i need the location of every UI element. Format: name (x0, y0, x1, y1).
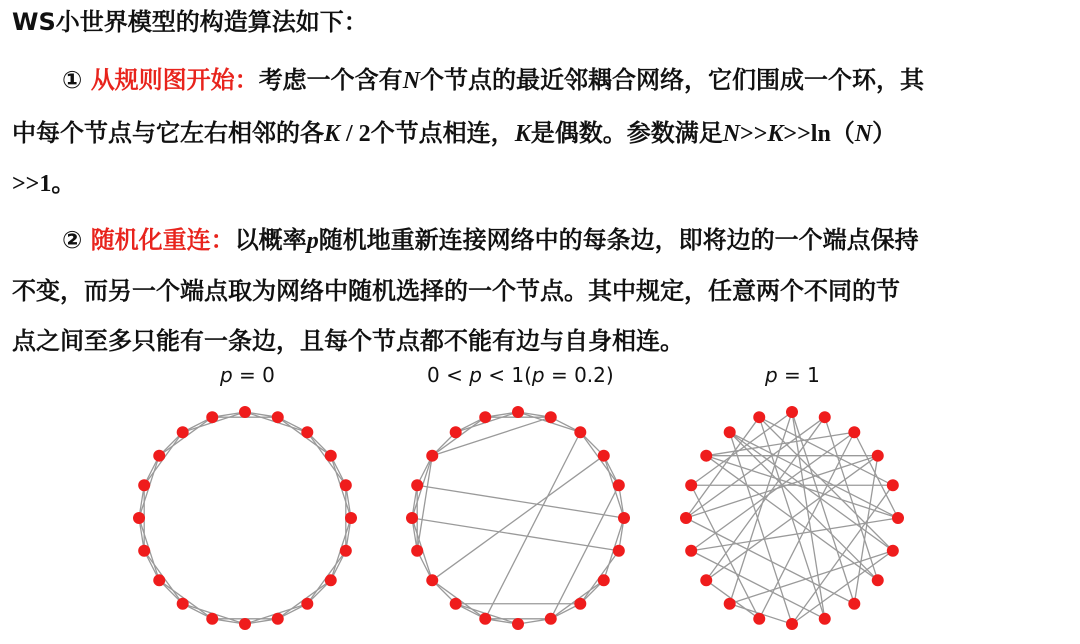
random-graph-p1 (672, 398, 912, 638)
graph-node (574, 598, 586, 610)
step1-l3: >>1 (12, 171, 52, 197)
graph-node (345, 512, 357, 524)
graph-node (301, 598, 313, 610)
graph-node (239, 618, 251, 630)
step1-var-n: N (402, 68, 421, 94)
step2-var-p: p (306, 228, 319, 254)
step1-l2-c: 个节点相连， (370, 119, 515, 147)
graph-edge (432, 417, 551, 456)
graph-node (177, 598, 189, 610)
graph-node (406, 512, 418, 524)
graph-edge (412, 518, 619, 551)
graph-node (340, 479, 352, 491)
label-p1: p = 1 (765, 363, 820, 387)
graph-edge (792, 551, 893, 624)
graph-node (753, 613, 765, 625)
step1-line1 (62, 62, 1070, 99)
graph-node (872, 450, 884, 462)
graph-edge (686, 417, 759, 518)
graph-node (598, 574, 610, 586)
graph-node (177, 426, 189, 438)
step1-line2 (12, 115, 1070, 152)
graph-node (153, 450, 165, 462)
graph-node (479, 613, 491, 625)
graph-edge (485, 432, 580, 619)
step1-gt2: >>ln (783, 121, 831, 147)
step1-l2-div: / 2 (340, 121, 371, 147)
step2-line1 (62, 222, 1070, 259)
graph-node (872, 574, 884, 586)
graph-node (685, 545, 697, 557)
graph-node (848, 598, 860, 610)
graph-node (340, 545, 352, 557)
step2-text-b: 随机地重新连接网络中的每条边，即将边的一个端点保持 (318, 226, 919, 254)
step1-marker: ① (62, 66, 83, 94)
step2-title: 随机化重连： (90, 226, 235, 254)
label-p0: p = 0 (220, 363, 275, 387)
graph-edge (686, 417, 825, 518)
graph-edge (691, 551, 825, 619)
graph-node (411, 545, 423, 557)
graph-node (301, 426, 313, 438)
graph-edge (730, 432, 792, 624)
graph-node (700, 450, 712, 462)
step1-l2-a: 中每个节点与它左右相邻的各 (12, 119, 324, 147)
graph-node (892, 512, 904, 524)
heading: WS小世界模型的构造算法如下： (12, 8, 368, 36)
graph-edge (792, 412, 825, 619)
graph-node (450, 598, 462, 610)
graph-node (325, 574, 337, 586)
graph-node (613, 479, 625, 491)
graph-node (598, 450, 610, 462)
graph-node (272, 411, 284, 423)
graph-node (138, 545, 150, 557)
ring-lattice-p0 (125, 398, 365, 638)
step2-marker: ② (62, 226, 83, 254)
step1-l3-end: 。 (51, 169, 76, 197)
step1-var-k: K (324, 121, 341, 147)
graph-edge (854, 432, 898, 518)
graph-node (819, 411, 831, 423)
graph-edge (706, 456, 898, 518)
graph-node (545, 411, 557, 423)
step1-line3 (12, 165, 1070, 202)
graph-node (724, 598, 736, 610)
graph-node (512, 406, 524, 418)
graph-node (426, 574, 438, 586)
step1-l2-d: 是偶数。参数满足 (530, 119, 723, 147)
graph-node (700, 574, 712, 586)
graph-node (724, 426, 736, 438)
graph-node (545, 613, 557, 625)
graph-node (848, 426, 860, 438)
graph-node (479, 411, 491, 423)
graph-node (411, 479, 423, 491)
step1-var-n3: N (854, 121, 873, 147)
graph-edge (417, 485, 624, 518)
step2-line2: 不变，而另一个端点取为网络中随机选择的一个节点。其中规定，任意两个不同的节 (12, 277, 900, 305)
graph-edge (825, 417, 878, 580)
graph-node (206, 411, 218, 423)
graph-node (618, 512, 630, 524)
label-pmid: 0 < p < 1(p = 0.2) (427, 363, 614, 387)
step1-text-a: 考虑一个含有 (258, 66, 403, 94)
ring-lattice-p02 (398, 398, 638, 638)
graph-edge (792, 412, 854, 604)
step1-var-k3: K (767, 121, 784, 147)
step2-text-a: 以概率 (234, 226, 307, 254)
step2-line3: 点之间至多只能有一条边，且每个节点都不能有边与自身相连。 (12, 327, 684, 355)
step1-var-k2: K (514, 121, 531, 147)
graph-node (786, 406, 798, 418)
graph-node (819, 613, 831, 625)
graph-node (753, 411, 765, 423)
graph-node (450, 426, 462, 438)
graph-edge (432, 456, 604, 581)
step1-gt1: >> (740, 121, 768, 147)
graph-node (574, 426, 586, 438)
graph-node (272, 613, 284, 625)
graph-node (153, 574, 165, 586)
step1-paren-open: （ (830, 119, 855, 147)
graph-node (887, 545, 899, 557)
graph-node (325, 450, 337, 462)
graph-edge (686, 456, 878, 518)
step1-var-n2: N (722, 121, 741, 147)
graph-node (239, 406, 251, 418)
graph-node (426, 450, 438, 462)
graph-node (680, 512, 692, 524)
step1-text-b: 个节点的最近邻耦合网络，它们围成一个环，其 (420, 66, 925, 94)
graph-node (133, 512, 145, 524)
graph-node (887, 479, 899, 491)
step1-paren-close: ） (872, 119, 897, 147)
graph-node (138, 479, 150, 491)
graph-node (512, 618, 524, 630)
graph-node (685, 479, 697, 491)
graph-node (786, 618, 798, 630)
graph-node (613, 545, 625, 557)
graph-edge (691, 412, 792, 485)
graph-node (206, 613, 218, 625)
step1-title: 从规则图开始： (90, 66, 259, 94)
